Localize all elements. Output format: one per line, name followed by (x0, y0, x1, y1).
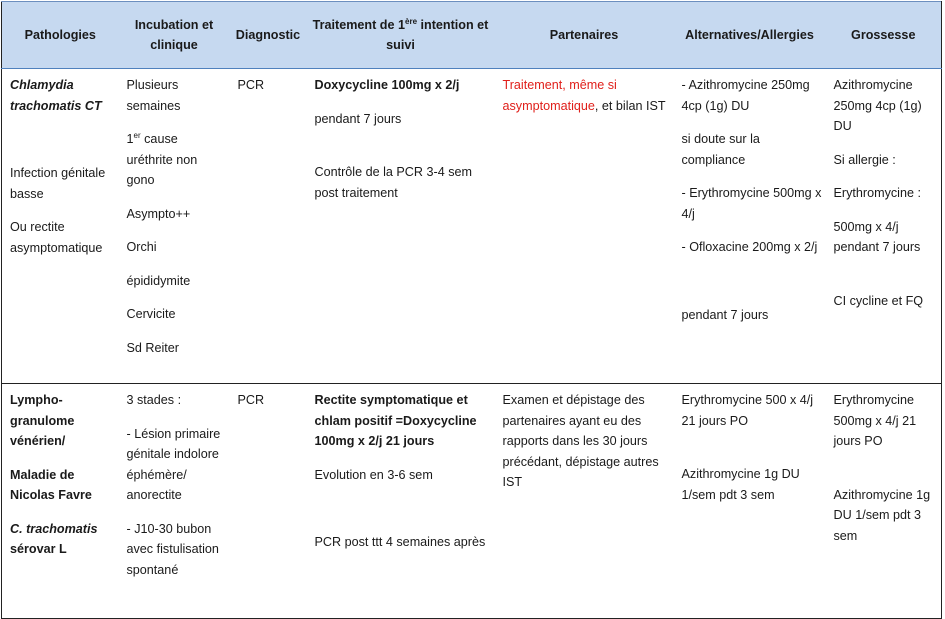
diagnostic-text: PCR (237, 393, 265, 407)
header-pathologies: Pathologies (2, 2, 119, 69)
treatment-duration: Evolution en 3-6 sem (314, 467, 433, 482)
pregnancy-text: CI cycline et FQ (833, 293, 924, 308)
alternative-text: pendant 7 jours (681, 307, 769, 322)
cell-alternatives (674, 384, 826, 619)
cell-diagnostic (230, 69, 307, 384)
partners-text: Traitement, même si asymptomatique, et bilan IST (502, 78, 666, 113)
incubation-text: 1er cause uréthrite non gono (126, 131, 198, 187)
incubation-text: Plusieurs semaines (126, 78, 181, 113)
incubation-text: Asympto++ (126, 206, 191, 221)
cell-traitement (307, 384, 495, 619)
pathology-name: Chlamydia trachomatis CT (10, 78, 102, 113)
alternative-text: si doute sur la compliance (681, 132, 760, 167)
header-partenaires: Partenaires (495, 2, 674, 69)
alternative-text: - Azithromycine 250mg 4cp (1g) DU (681, 78, 810, 113)
cell-incubation (119, 69, 230, 384)
header-grossesse: Grossesse (826, 2, 942, 69)
incubation-text: - J10-30 bubon avec fistulisation spontané (126, 521, 219, 577)
alternative-text: Erythromycine 500 x 4/j 21 jours PO (681, 393, 814, 428)
cell-grossesse (826, 69, 942, 384)
table-row (2, 69, 942, 384)
cell-incubation (119, 384, 230, 619)
pregnancy-text: Azithromycine 250mg 4cp (1g) DU (833, 78, 922, 133)
incubation-text: Orchi (126, 240, 157, 254)
cell-traitement (307, 69, 495, 384)
pathology-name: C. trachomatis sérovar L (10, 521, 98, 556)
pathology-name: Maladie de Nicolas Favre (10, 467, 92, 502)
cell-grossesse (826, 384, 942, 619)
alternative-text: - Ofloxacine 200mg x 2/j (681, 240, 818, 254)
treatment-main: Doxycycline 100mg x 2/j (314, 78, 460, 92)
pregnancy-text: Erythromycine : (833, 186, 921, 200)
incubation-text: Cervicite (126, 307, 176, 321)
incubation-text: épididymite (126, 273, 191, 288)
pregnancy-text: 500mg x 4/j pendant 7 jours (833, 219, 921, 254)
header-alternatives: Alternatives/Allergies (674, 2, 826, 69)
treatment-table (1, 1, 942, 619)
header-traitement: Traitement de 1ère intention et suivi (307, 2, 495, 69)
table-header-row (2, 2, 942, 69)
cell-partenaires (495, 384, 674, 619)
alternative-text: Azithromycine 1g DU 1/sem pdt 3 sem (681, 467, 800, 502)
table-row (2, 384, 942, 619)
pathology-desc: Ou rectite asymptomatique (10, 220, 103, 255)
pregnancy-text: Azithromycine 1g DU 1/sem pdt 3 sem (833, 487, 931, 543)
treatment-main: Rectite symptomatique et chlam positif =Doxycycline 100mg x 2/j 21 jours (314, 393, 477, 448)
cell-partenaires (495, 69, 674, 384)
alternative-text: - Erythromycine 500mg x 4/j (681, 186, 822, 221)
cell-alternatives (674, 69, 826, 384)
cell-diagnostic (230, 384, 307, 619)
pathology-name: Lympho-granulome vénérien/ (10, 393, 75, 448)
incubation-text: Sd Reiter (126, 340, 179, 355)
pregnancy-text: Erythromycine 500mg x 4/j 21 jours PO (833, 393, 917, 448)
treatment-followup: PCR post ttt 4 semaines après (314, 535, 486, 549)
incubation-text: 3 stades : (126, 393, 182, 407)
treatment-followup: Contrôle de la PCR 3-4 sem post traitement (314, 165, 472, 200)
pathology-desc: Infection génitale basse (10, 166, 106, 201)
pregnancy-text: Si allergie : (833, 152, 896, 167)
cell-pathologie (2, 69, 119, 384)
header-diagnostic: Diagnostic (230, 2, 307, 69)
diagnostic-text: PCR (237, 78, 265, 92)
incubation-text: - Lésion primaire génitale indolore éphémère/ anorectite (126, 426, 221, 502)
cell-pathologie (2, 384, 119, 619)
partners-text: Examen et dépistage des partenaires ayant eu des rapports dans les 30 jours précédant, dépistage autres IST (502, 393, 659, 489)
treatment-duration: pendant 7 jours (314, 111, 402, 126)
header-incubation: Incubation et clinique (119, 2, 230, 69)
